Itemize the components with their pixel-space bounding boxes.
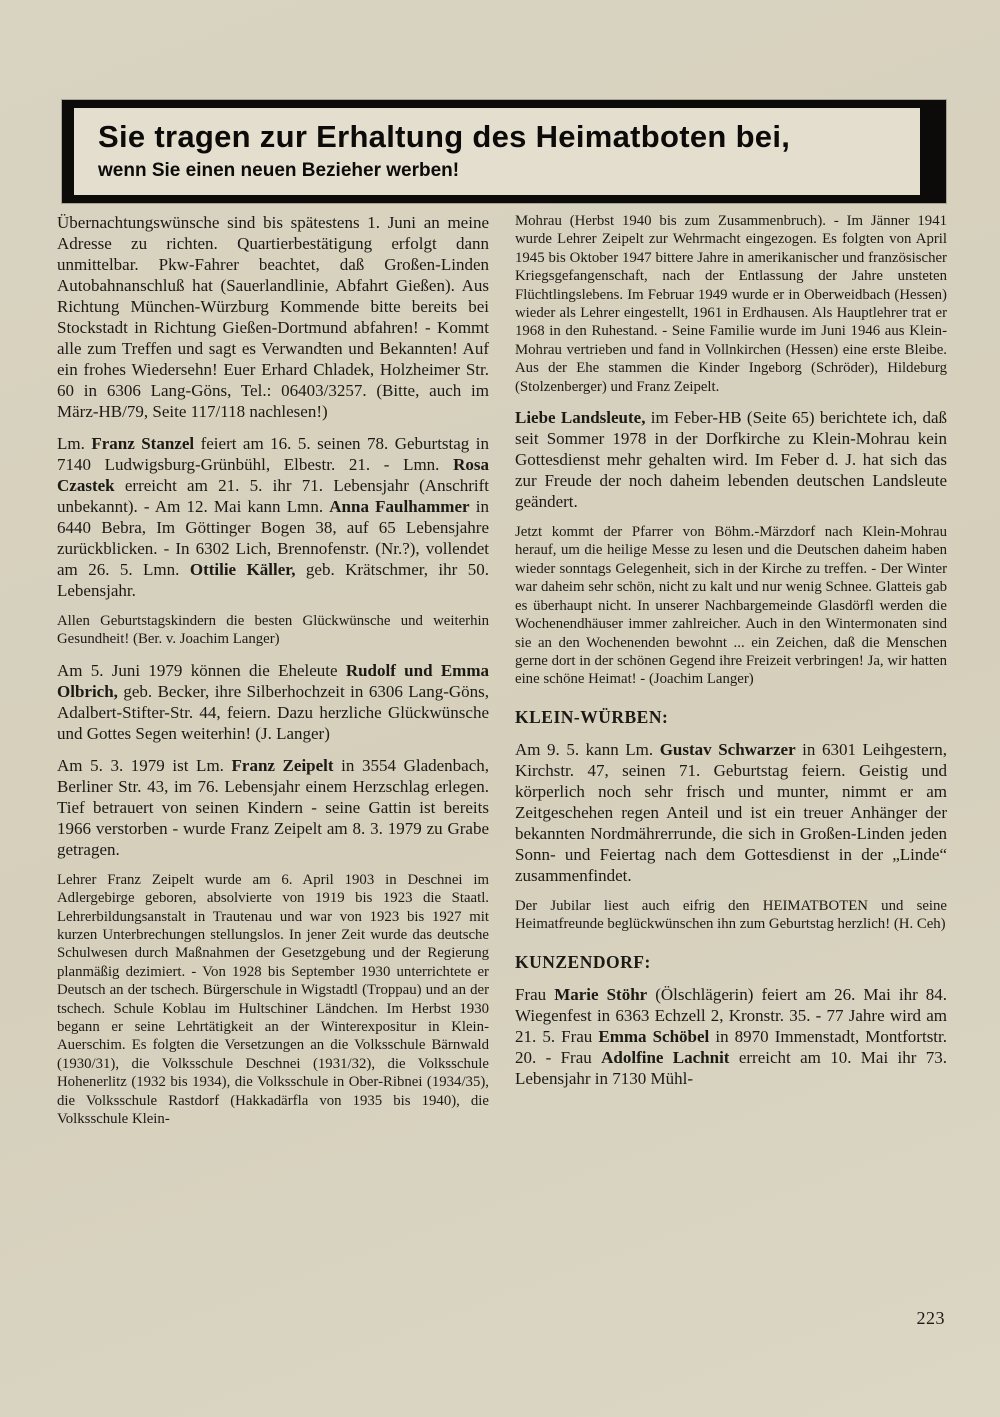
paragraph-jubilar-note: Der Jubilar liest auch eifrig den HEIMATBOTEN und seine Heimatfreunde beglückwünschen ihn zum Geburtstag herzlich! (H. Ceh) [515,897,947,933]
paragraph-schwarzer-birthday: Am 9. 5. kann Lm. Gustav Schwarzer in 6301 Leihgestern, Kirchstr. 47, seinen 71. Geburtstag feiern. Geistig und körperlich noch sehr frisch und munter, nimmt er am Zeitgeschehen regen Anteil und ist ein treuer Anhänger der bekannten Nordmährerrunde, die sich in Großen-Linden jeden Sonn- und Feiertag nach dem Gottesdienst in der „Linde“ zusammenfindet. [515,739,948,885]
paragraph-birthday-wishes: Allen Geburtstagskindern die besten Glückwünsche und weiterhin Gesundheit! (Ber. v. Joachim Langer) [57,613,489,648]
paragraph-birthdays-langgoens: Lm. Franz Stanzel feiert am 16. 5. seinen 78. Geburtstag in 7140 Ludwigsburg-Grünbühl, Elbestr. 21. - Lmn. Rosa Czastek erreicht am 21. 5. ihr 71. Lebensjahr (Anschrift unbekannt). - Am 12. Mai kann Lmn. Anna Faulhammer in 6440 Bebra, Im Göttinger Bogen 38, auf 65 Lebensjahre zurückblicken. - In 6302 Lich, Brennofenstr. (Nr.?), vollendet am 26. 5. Lmn. Ottilie Käller, geb. Krätschmer, ihr 50. Lebensjahr. [57,434,489,600]
banner-subheadline: wenn Sie einen neuen Bezieher werben! [98,160,460,182]
heading-kunzendorf: KUNZENDORF: [515,951,651,972]
banner-headline: Sie tragen zur Erhaltung des Heimatboten bei, [98,119,791,154]
heading-klein-wuerben: KLEIN-WÜRBEN: [515,706,669,727]
left-column [57,212,489,1140]
paragraph-church-news: Jetzt kommt der Pfarrer von Böhm.-Märzdorf nach Klein-Mohrau herauf, um die heilige Messe zu lesen und die Deutschen daheim haben wieder sonntags Gelegenheit, sich in der Kirche zu treffen. - Der Winter war daheim sehr schön, nicht zu kalt und nur wenig Schnee. Glatteis gab es überhaupt nicht. In unserer Nachbargemeinde Glasdörfl werden die Wochenendhäuser immer zahlreicher. Auch in den Wintermonaten sind sie an den Wochenenden bewohnt ... ein Zeichen, daß die Menschen gerne dort in der schönen Gegend ihre Freizeit verbringen! Ja, wir hatten eine schöne Heimat! - (Joachim Langer) [515,524,947,688]
page-number: 223 [916,1308,945,1328]
paragraph-silver-wedding-olbrich: Am 5. Juni 1979 können die Eheleute Rudolf und Emma Olbrich, geb. Becker, ihre Silberhochzeit in 6306 Lang-Göns, Adalbert-Stifter-Str. 44, feiern. Dazu herzliche Glückwünsche und Gottes Segen weiterhin! (J. Langer) [57,660,489,743]
subscription-banner [62,100,946,203]
paragraph-zeipelt-biography: Lehrer Franz Zeipelt wurde am 6. April 1903 in Deschnei im Adlergebirge geboren, absolvierte von 1919 bis 1923 die Staatl. Lehrerbildungsanstalt in Trautenau und war von 1923 bis 1927 mit kurzen Unterbrechungen stellungslos. In jener Zeit wurde das deutsche Schulwesen durch Maßnahmen der Gesetzgebung und der Regierung planmäßig dezimiert. - Von 1928 bis September 1930 unterrichtete er Deutsch an der tschech. Bürgerschule in Wigstadtl (Troppau) und an der tschech. Schule Koblau im Hultschiner Ländchen. Im Herbst 1930 begann er seine Lehrtätigkeit an der Winterexpositur in Klein-Auerschim. Es folgten die Versetzungen an die Volksschule Bärnwald (1930/31), die Volksschule Deschnei (1931/32), die Volksschule Hohenerlitz (1932 bis 1934), die Volksschule in Ober-Ribnei (1934/35), die Volksschule Rastdorf (Hakkadärfla von 1935 bis 1940), die Volksschule Klein- [57,871,489,1128]
right-column [515,212,947,1140]
paragraph-meeting-notice: Übernachtungswünsche sind bis spätestens 1. Juni an meine Adresse zu richten. Quartierbestätigung erfolgt dann unmittelbar. Pkw-Fahrer beachtet, daß Großen-Linden Autobahnanschluß hat (Sauerlandlinie, Abfahrt Gießen). Aus Richtung München-Würzburg Kommende bitte bereits bei Stockstadt in Richtung Gießen-Dortmund abfahren! - Kommt alle zum Treffen und sagt es Verwandten und Bekannten! Auf ein frohes Wiedersehn! Euer Erhard Chladek, Holzheimer Str. 60 in 6306 Lang-Göns, Tel.: 06403/3257. (Bitte, auch im März-HB/79, Seite 117/118 nachlesen!) [57,213,489,421]
paragraph-zeipelt-biography-continued: Mohrau (Herbst 1940 bis zum Zusammenbruch). - Im Jänner 1941 wurde Lehrer Zeipelt zur Wehrmacht eingezogen. Es folgten von April 1945 bis Oktober 1947 bittere Jahre in amerikanischer und französischer Kriegsgefangenschaft, nach der Entlassung der Jahre unsteten Flüchtlingslebens. Im Februar 1949 wurde er in Oberweidbach (Hessen) wieder als Lehrer eingestellt, 1961 in Erdhausen. Als Hauptlehrer trat er 1968 in den Ruhestand. - Seine Familie wurde im Juni 1946 aus Klein-Mohrau vertrieben und fand in Vollnkirchen (Hessen) eine erste Bleibe. Aus der Ehe stammen die Kinder Ingeborg (Schröder), Hildeburg (Stolzenberger) und Franz Zeipelt. [515,213,947,395]
text-columns [57,212,947,1140]
paragraph-kunzendorf-birthdays: Frau Marie Stöhr (Ölschlägerin) feiert am 26. Mai ihr 84. Wiegenfest in 6363 Echzell 2, Kronstr. 35. - 77 Jahre wird am 21. 5. Frau Emma Schöbel in 8970 Immenstadt, Montfortstr. 20. - Frau Adolfine Lachnit erreicht am 10. Mai ihr 73. Lebensjahr in 7130 Mühl- [515,984,948,1088]
paragraph-obituary-zeipelt: Am 5. 3. 1979 ist Lm. Franz Zeipelt in 3554 Gladenbach, Berliner Str. 43, im 76. Lebensjahr einem Herzschlag erlegen. Tief betrauert von seinen Kindern - seine Gattin ist bereits 1966 verstorben - wurde Franz Zeipelt am 8. 3. 1979 zu Grabe getragen. [57,755,490,859]
paragraph-liebe-landsleute: Liebe Landsleute, im Feber-HB (Seite 65) berichtete ich, daß seit Sommer 1978 in der Dorfkirche zu Klein-Mohrau kein Gottesdienst mehr gehalten wird. Im Feber d. J. hat sich das zur Freude der noch daheim lebenden deutschen Landsleute geändert. [515,408,947,512]
